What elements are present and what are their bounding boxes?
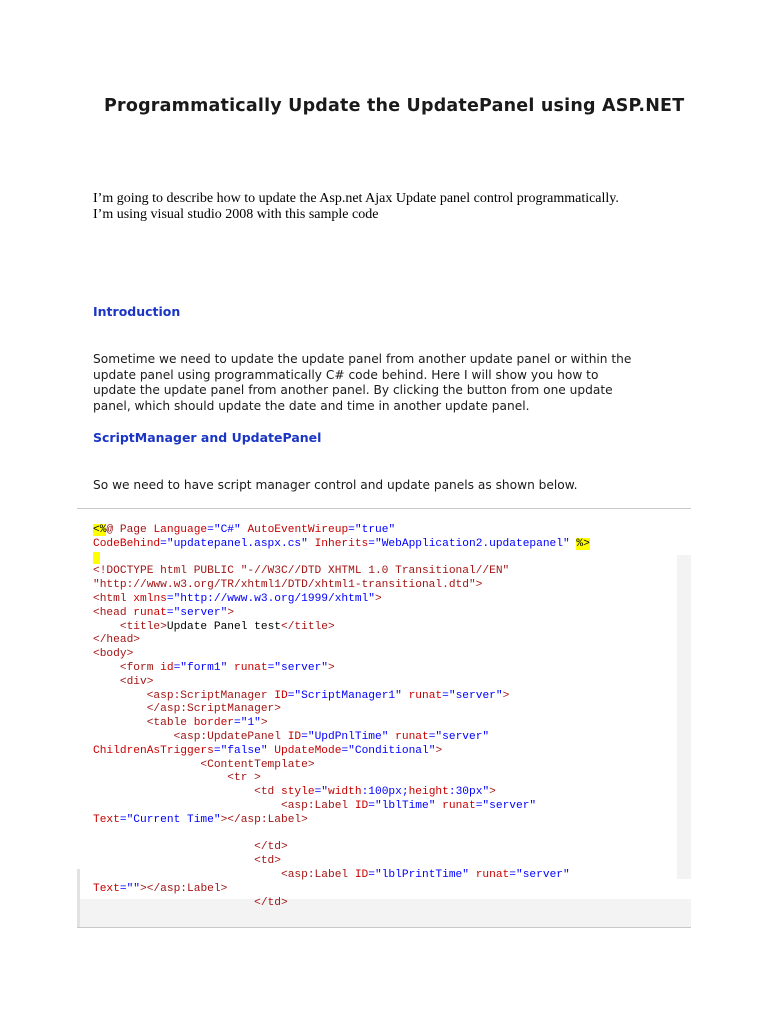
code-token: ="form1" [173, 661, 235, 674]
code-token: <td [93, 786, 281, 799]
code-line [93, 607, 683, 621]
code-token: <body> [93, 648, 134, 661]
code-line [93, 869, 683, 883]
code-token: ID [354, 868, 369, 881]
code-token: </asp:ScriptManager> [93, 703, 281, 716]
code-token: Update Panel test [166, 620, 281, 633]
heading-introduction: Introduction [93, 304, 181, 319]
heading-scriptmanager: ScriptManager and UpdatePanel [93, 430, 322, 445]
code-token: %> [576, 537, 590, 550]
code-token: > [489, 786, 496, 799]
paragraph-line: update the update panel from another panel. By clicking the button from one update [93, 383, 613, 397]
code-token: UpdateMode [274, 744, 342, 757]
code-token: <asp:UpdatePanel [93, 730, 288, 743]
code-line [93, 772, 683, 786]
code-line [93, 717, 683, 731]
code-token: <!DOCTYPE html PUBLIC "-//W3C//DTD XHTML 1.0 Transitional//EN" [93, 565, 510, 578]
intro-line: I’m using visual studio 2008 with this sample code [93, 207, 379, 222]
code-token: ="true" [348, 524, 396, 536]
code-token: border [193, 717, 235, 730]
code-token: runat [442, 799, 476, 812]
code-line [93, 855, 683, 869]
code-line [93, 565, 683, 579]
code-token: ="server" [267, 661, 329, 674]
code-listing [93, 524, 683, 910]
code-token: @ Page [106, 524, 154, 536]
code-token: Inherits [314, 537, 369, 550]
code-token: ID [274, 689, 288, 702]
intro-line: I’m going to describe how to update the Asp.net Ajax Update panel control programmatically. [93, 191, 619, 206]
code-token: Language [153, 524, 208, 536]
code-token: <title> [93, 620, 167, 633]
code-line [93, 897, 683, 911]
code-token: ="Conditional" [341, 744, 436, 757]
code-token: <tr > [93, 772, 261, 785]
code-token: <td> [93, 855, 281, 868]
code-token: ="WebApplication2.updatepanel" [368, 537, 577, 550]
code-token: > [227, 606, 235, 619]
code-line [93, 786, 683, 800]
code-line [93, 676, 683, 690]
code-token: "http://www.w3.org/TR/xhtml1/DTD/xhtml1-transitional.dtd"> [93, 579, 483, 592]
code-line [93, 841, 683, 855]
code-line [93, 814, 683, 828]
code-token: ="1" [234, 717, 261, 730]
code-token: style [280, 786, 315, 799]
code-token: ="server" [442, 689, 503, 702]
code-token: </head> [93, 634, 140, 647]
code-token: </td> [93, 896, 288, 909]
code-token: ></asp:Label> [220, 813, 308, 826]
page-title: Programmatically Update the UpdatePanel using ASP.NET [104, 96, 685, 116]
code-token: ="ScriptManager1" [287, 689, 409, 702]
code-token: <div> [93, 675, 154, 688]
code-token: </title> [281, 620, 335, 633]
code-token: runat [234, 661, 268, 674]
code-token [93, 552, 100, 564]
code-token: :100px; [361, 786, 409, 799]
code-token: ="UpdPnlTime" [301, 730, 396, 743]
code-line [93, 593, 683, 607]
code-token: > [260, 717, 268, 730]
scriptmanager-paragraph [93, 478, 693, 494]
code-token: runat [133, 606, 167, 619]
code-token: ="false" [213, 744, 275, 757]
code-line [93, 579, 683, 593]
code-token: ="http://www.w3.org/1999/xhtml" [166, 592, 375, 605]
code-token: ="" [119, 882, 141, 895]
code-token: <table [93, 717, 194, 730]
code-token: :30px" [448, 786, 490, 799]
code-line [93, 621, 683, 635]
code-token: ="updatepanel.aspx.cs" [160, 537, 315, 550]
code-line [93, 538, 683, 552]
code-token: > [502, 689, 510, 702]
code-token: > [328, 661, 335, 674]
code-token: <form [93, 661, 161, 674]
code-token: runat [408, 689, 443, 702]
paragraph-line: panel, which should update the date and time in another update panel. [93, 398, 530, 413]
code-token: id [160, 661, 174, 674]
code-line [93, 524, 683, 538]
code-token: <asp:Label [93, 799, 355, 812]
code-token: ="lblTime" [368, 799, 443, 812]
code-token: =" [314, 786, 328, 799]
code-token: > [435, 744, 443, 757]
code-token: <% [93, 524, 107, 536]
code-token: <head [93, 606, 134, 619]
code-token: ="server" [428, 730, 490, 743]
code-line [93, 690, 683, 704]
code-token: ="C#" [207, 524, 248, 536]
code-token: height [408, 786, 449, 799]
code-token: Text [93, 882, 120, 895]
code-token: ="server" [475, 799, 537, 812]
code-line [93, 731, 683, 745]
code-line [93, 648, 683, 662]
code-token: <asp:ScriptManager [93, 689, 275, 702]
code-token: runat [395, 730, 429, 743]
code-token: ID [354, 799, 369, 812]
code-token: <asp:Label [93, 868, 355, 881]
introduction-paragraph [93, 352, 693, 414]
code-token: CodeBehind [93, 537, 161, 550]
code-line [93, 703, 683, 717]
code-token: xmlns [133, 592, 167, 605]
code-token: runat [475, 868, 510, 881]
paragraph-line: update panel using programmatically C# code behind. Here I will show you how to [93, 367, 599, 382]
code-token: <html [93, 592, 134, 605]
code-line [93, 745, 683, 759]
code-token: AutoEventWireup [247, 524, 349, 536]
paragraph-line: Sometime we need to update the update panel from another update panel or within the [93, 352, 632, 366]
code-token: ="Current Time" [119, 813, 221, 826]
code-line [93, 662, 683, 676]
code-line [93, 800, 683, 814]
code-token: ="server" [166, 606, 228, 619]
code-token: ID [287, 730, 302, 743]
code-token: Text [93, 813, 120, 826]
intro-paragraph [93, 191, 733, 223]
code-line [93, 634, 683, 648]
code-token: > [375, 592, 382, 605]
code-token: </td> [93, 841, 288, 854]
code-line [93, 828, 683, 842]
code-line [93, 552, 683, 566]
code-line [93, 759, 683, 773]
code-token: ="server" [509, 868, 570, 881]
code-token: ="lblPrintTime" [368, 868, 476, 881]
paragraph-line: So we need to have script manager control and update panels as shown below. [93, 478, 578, 492]
code-token: ChildrenAsTriggers [93, 744, 214, 757]
code-line [93, 883, 683, 897]
code-token: ></asp:Label> [140, 882, 228, 895]
code-token: <ContentTemplate> [93, 758, 315, 771]
code-token: width [328, 786, 362, 799]
